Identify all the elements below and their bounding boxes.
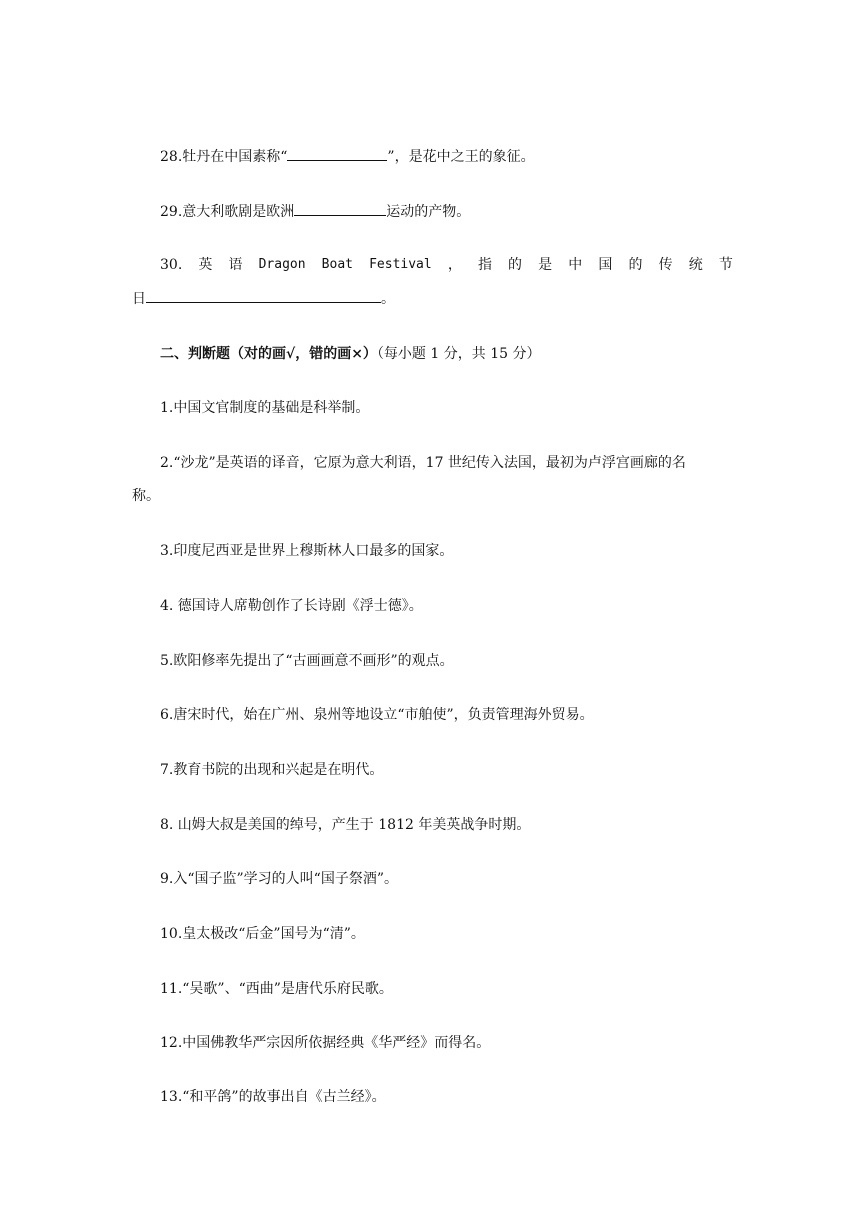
- question-2-line2: 称。: [132, 488, 160, 504]
- q29-text-before: 29.意大利歌剧是欧洲: [160, 204, 295, 220]
- q29-text-after: 运动的产物。: [386, 204, 471, 220]
- question-29: [160, 201, 470, 222]
- q28-text-before: 28.牡丹在中国素称“: [160, 149, 288, 165]
- q30-answer-blank[interactable]: [146, 288, 381, 303]
- question-1: 1.中国文官制度的基础是科举制。: [160, 400, 370, 416]
- q30-part: 英: [198, 257, 213, 273]
- section-title: 二、判断题（对的画√，错的画×）: [160, 346, 377, 362]
- q28-answer-blank[interactable]: [287, 146, 387, 161]
- q30-part: 国: [598, 257, 613, 273]
- question-6: 6.唐宋时代，始在广州、泉州等地设立“市舶使”，负责管理海外贸易。: [160, 707, 594, 723]
- q28-text-after: ”，是花中之王的象征。: [387, 149, 535, 165]
- q30-part: Festival: [369, 257, 432, 272]
- question-30-line1: [160, 255, 733, 275]
- q30-part: Boat: [321, 257, 353, 272]
- q30-part: Dragon: [258, 257, 306, 272]
- question-10: 10.皇太极改“后金”国号为“清”。: [160, 926, 365, 942]
- question-8: 8. 山姆大叔是美国的绰号，产生于 1812 年美英战争时期。: [160, 817, 531, 833]
- q30-line2-end: 。: [381, 291, 395, 307]
- question-2-line1: 2.“沙龙”是英语的译音，它原为意大利语，17 世纪传入法国，最初为卢浮宫画廊的名: [160, 455, 686, 471]
- section-note: （每小题 1 分，共 15 分）: [376, 346, 541, 362]
- q30-part: 统: [688, 257, 703, 273]
- question-9: 9.入“国子监”学习的人叫“国子祭酒”。: [160, 871, 398, 887]
- q30-part: ，: [447, 257, 462, 273]
- q30-part: 节: [718, 257, 733, 273]
- q30-part: 语: [228, 257, 243, 273]
- q30-part: 的: [628, 257, 643, 273]
- question-28: [160, 146, 535, 167]
- question-7: 7.教育书院的出现和兴起是在明代。: [160, 762, 384, 778]
- q30-part: 的: [508, 257, 523, 273]
- q30-part: 30.: [160, 257, 183, 273]
- question-30-line2: [132, 288, 395, 309]
- section-two-heading: [160, 344, 540, 364]
- q29-answer-blank[interactable]: [294, 201, 386, 216]
- question-4: 4. 德国诗人席勒创作了长诗剧《浮士德》。: [160, 598, 423, 614]
- question-13: 13.“和平鸽”的故事出自《古兰经》。: [160, 1089, 386, 1105]
- q30-part: 指: [477, 257, 492, 273]
- question-12: 12.中国佛教华严宗因所依据经典《华严经》而得名。: [160, 1035, 491, 1051]
- question-11: 11.“吴歌”、“西曲”是唐代乐府民歌。: [160, 981, 393, 997]
- question-3: 3.印度尼西亚是世界上穆斯林人口最多的国家。: [160, 543, 454, 559]
- q30-part: 传: [658, 257, 673, 273]
- q30-line2-start: 日: [132, 291, 146, 307]
- question-5: 5.欧阳修率先提出了“古画画意不画形”的观点。: [160, 653, 454, 669]
- q30-part: 中: [568, 257, 583, 273]
- q30-part: 是: [538, 257, 553, 273]
